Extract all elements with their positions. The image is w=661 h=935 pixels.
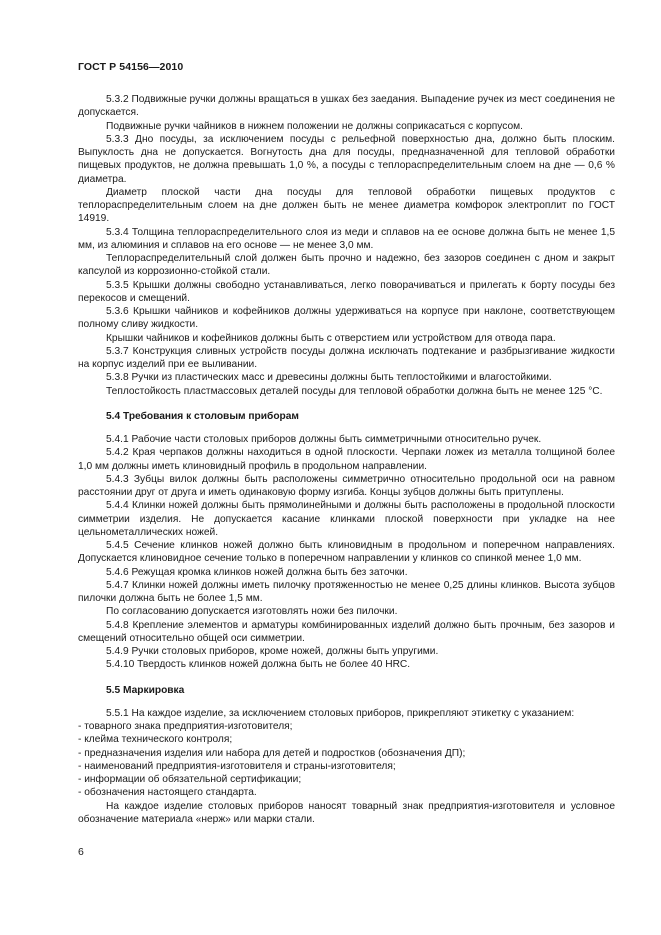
paragraph: Крышки чайников и кофейников должны быть с отверстием или устройством для отвода пара. [106,332,556,344]
paragraph: По согласованию допускается изготовлять ножи без пилочки. [106,606,398,618]
paragraph: Теплораспределительный слой должен быть прочно и надежно, без зазоров соединен с дном и закрыт капсулой из коррозионно-стойкой стали. [78,253,615,278]
section-heading: 5.4 Требования к столовым приборам [106,410,299,422]
paragraph: 5.4.5 Сечение клинков ножей должно быть клиновидным в продольном и поперечном направлениях. Допускается клиновидное сечение только в поперечном направлении у клинков со спинкой менее 1,0 мм. [78,540,615,565]
paragraph: Подвижные ручки чайников в нижнем положении не должны соприкасаться с корпусом. [106,120,523,132]
paragraph: На каждое изделие столовых приборов наносят товарный знак предприятия-изготовителя и условное обозначение материала «нерж» или марки стали. [78,800,615,825]
paragraph: 5.5.1 На каждое изделие, за исключением столовых приборов, прикрепляют этикетку с указанием: [106,707,575,719]
document-header: ГОСТ Р 54156—2010 [78,61,184,73]
list-item: - информации об обязательной сертификации; [78,774,302,785]
paragraph: 5.3.5 Крышки должны свободно устанавливаться, легко поворачиваться и прилегать к борту посуды без перекосов и смещений. [78,279,615,304]
paragraph: 5.3.4 Толщина теплораспределительного слоя из меди и сплавов на ее основе должна быть не менее 1,5 мм, из алюминия и сплавов на его основе — не менее 3,0 мм. [78,226,615,251]
list-item: - обозначения настоящего стандарта. [78,787,257,799]
document-body [78,93,615,826]
paragraph: 5.3.3 Дно посуды, за исключением посуды с рельефной поверхностью дна, должно быть плоским. Выпуклость дна не допускается. Вогнутость дна для посуды, предназначенной для тепловой обработки пищевых продуктов, не должна превышать 1,0 %, а посуды с теплораспределительным слоем на дне — 0,6 % диаметра. [78,133,615,185]
page-number: 6 [78,846,84,858]
list-item: - наименований предприятия-изготовителя и страны-изготовителя; [78,760,396,772]
paragraph: 5.4.1 Рабочие части столовых приборов должны быть симметричными относительно ручек. [106,434,542,445]
paragraph: 5.4.10 Твердость клинков ножей должна быть не более 40 HRC. [106,659,411,671]
paragraph: 5.3.7 Конструкция сливных устройств посуды должна исключать подтекание и разбрызгивание жидкости на корпус изделий при ее выливании. [78,345,615,370]
paragraph: 5.4.4 Клинки ножей должны быть прямолинейными и должны быть расположены в продольной плоскости симметрии изделия. Не допускается касание клинками плоской поверхности при укладке на нее цельнометаллических ножей. [78,500,615,538]
paragraph: 5.4.3 Зубцы вилок должны быть расположены симметрично относительно продольной оси на равном расстоянии друг от друга и иметь одинаковую форму изгиба. Концы зубцов должны быть притуплены. [78,473,615,498]
paragraph: Диаметр плоской части дна посуды для тепловой обработки пищевых продуктов с теплораспределительным слоем на дне должен быть не менее диаметра комфорок электроплит по ГОСТ 14919. [78,186,615,225]
section-heading: 5.5 Маркировка [106,684,185,696]
paragraph: 5.4.9 Ручки столовых приборов, кроме ножей, должны быть упругими. [106,646,439,657]
paragraph: 5.4.2 Края черпаков должны находиться в одной плоскости. Черпаки ложек из металла толщиной более 1,0 мм должны иметь клиновидный профиль в продольном направлении. [78,447,615,472]
paragraph: 5.3.2 Подвижные ручки должны вращаться в ушках без заедания. Выпадение ручек из мест соединения не допускается. [78,94,616,119]
list-item: - предназначения изделия или набора для детей и подростков (обозначения ДП); [78,747,466,759]
list-item: - клейма технического контроля; [78,734,233,746]
list-item: - товарного знака предприятия-изготовителя; [78,721,293,732]
paragraph: Теплостойкость пластмассовых деталей посуды для тепловой обработки должна быть не менее 125 °С. [106,385,603,397]
paragraph: 5.3.6 Крышки чайников и кофейников должны удерживаться на корпусе при наклоне, соответствующем полному сливу жидкости. [78,306,615,331]
paragraph: 5.4.8 Крепление элементов и арматуры комбинированных изделий должно быть прочным, без зазоров и смещений относительно общей оси симметрии. [78,619,615,644]
paragraph: 5.4.7 Клинки ножей должны иметь пилочку протяженностью не менее 0,25 длины клинков. Высота зубцов пилочки должна быть не более 1,5 мм. [78,579,615,604]
paragraph: 5.3.8 Ручки из пластических масс и древесины должны быть теплостойкими и влагостойкими. [106,372,552,384]
paragraph: 5.4.6 Режущая кромка клинков ножей должна быть без заточки. [106,566,408,578]
